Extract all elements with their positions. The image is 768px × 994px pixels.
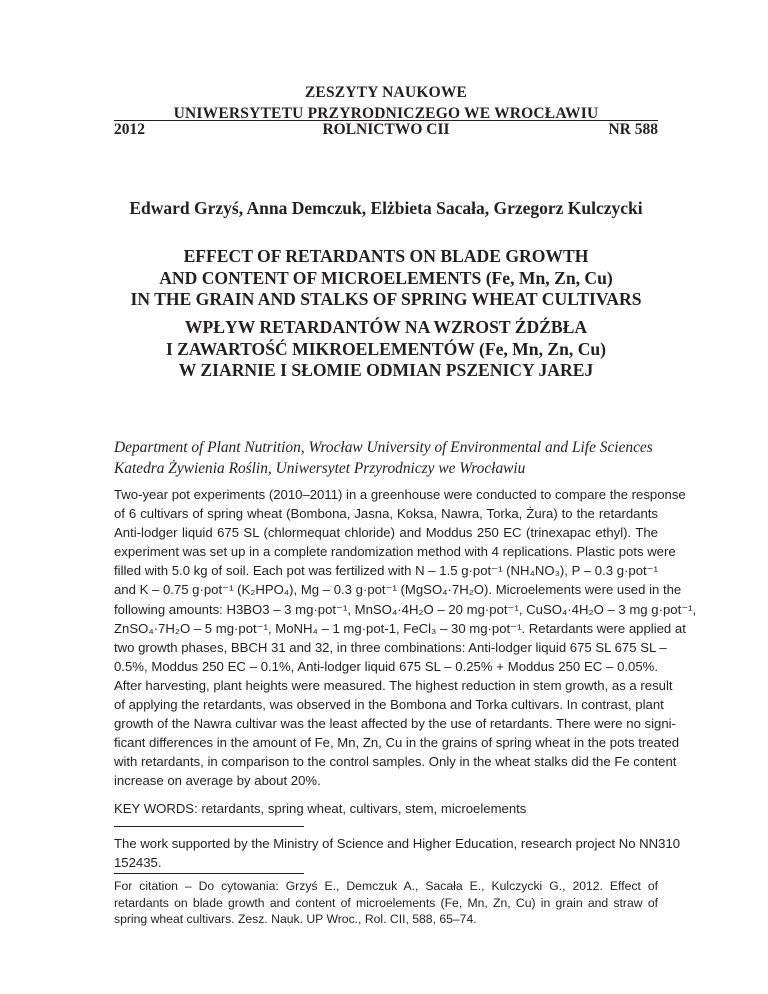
title-pl-line: W ZIARNIE I SŁOMIE ODMIAN PSZENICY JAREJ bbox=[178, 360, 594, 380]
abstract-line: ficant differences in the amount of Fe, Mn, Zn, Cu in the grains of spring wheat in the pots treated bbox=[114, 735, 680, 751]
citation-rule bbox=[114, 873, 304, 874]
abstract-line: Two-year pot experiments (2010–2011) in a greenhouse were conducted to compare the response bbox=[114, 487, 686, 502]
abstract-line: of 6 cultivars of spring wheat (Bombona, Jasna, Koksa, Nawra, Torka, Żura) to the retardants bbox=[114, 506, 658, 522]
keywords: KEY WORDS: retardants, spring wheat, cultivars, stem, microelements bbox=[114, 801, 527, 816]
affiliation bbox=[114, 437, 658, 479]
citation-line: spring wheat cultivars. Zesz. Nauk. UP Wroc., Rol. CII, 588, 65–74. bbox=[114, 912, 477, 926]
funding-note bbox=[114, 835, 681, 872]
issue-number: NR 588 bbox=[608, 121, 658, 138]
issue-meta-row bbox=[114, 121, 658, 143]
title-en-line: IN THE GRAIN AND STALKS OF SPRING WHEAT CULTIVARS bbox=[130, 289, 642, 309]
abstract-line: following amounts: H3BO3 – 3 mg·pot⁻¹, MnSO₄·4H₂O – 20 mg·pot⁻¹, CuSO₄·4H₂O – 3 mg g·pot⁻¹, bbox=[114, 601, 697, 617]
authors: Edward Grzyś, Anna Demczuk, Elżbieta Sacała, Grzegorz Kulczycki bbox=[129, 198, 643, 218]
title-en-line: EFFECT OF RETARDANTS ON BLADE GROWTH bbox=[183, 246, 589, 266]
abstract-line: ZnSO₄·7H₂O – 5 mg·pot⁻¹, MoNH₄ – 1 mg·pot-1, FeCl₃ – 30 mg·pot⁻¹. Retardants were applied at bbox=[114, 620, 686, 636]
title-polish bbox=[100, 317, 672, 382]
citation-note bbox=[114, 878, 658, 928]
abstract-line: After harvesting, plant heights were measured. The highest reduction in stem growth, as a result bbox=[114, 677, 673, 693]
title-pl-line: I ZAWARTOŚĆ MIKROELEMENTÓW (Fe, Mn, Zn, Cu) bbox=[165, 338, 607, 359]
abstract-line: with retardants, in comparison to the control samples. Only in the wheat stalks did the Fe content bbox=[114, 754, 677, 770]
title-pl-line: WPŁYW RETARDANTÓW NA WZROST ŹDŹBŁA bbox=[184, 317, 588, 337]
affiliation-polish: Katedra Żywienia Roślin, Uniwersytet Przyrodniczy we Wrocławiu bbox=[114, 460, 526, 477]
journal-name-line2: UNIWERSYTETU PRZYRODNICZEGO WE WROCŁAWIU bbox=[173, 105, 599, 122]
abstract-line: increase on average by about 20%. bbox=[114, 773, 321, 789]
abstract bbox=[114, 485, 697, 791]
citation-line: For citation – Do cytowania: Grzyś E., Demczuk A., Sacała E., Kulczycki G., 2012. Effect of bbox=[114, 879, 658, 893]
footnote-rule bbox=[114, 826, 304, 827]
funding-line: 152435. bbox=[114, 854, 162, 870]
abstract-line: of applying the retardants, was observed in the Bombona and Torka cultivars. In contrast, plant bbox=[114, 697, 664, 713]
title-en-line: AND CONTENT OF MICROELEMENTS (Fe, Mn, Zn, Cu) bbox=[159, 267, 613, 288]
abstract-line: filled with 5.0 kg of soil. Each pot was fertilized with N – 1.5 g·pot⁻¹ (NH₄NO₃), P – 0.3 g·pot⁻¹ bbox=[114, 563, 658, 579]
abstract-line: Anti-lodger liquid 675 SL (chlormequat chloride) and Moddus 250 EC (trinexapac ethyl). The bbox=[114, 525, 658, 541]
title-english bbox=[100, 246, 672, 311]
abstract-line: growth of the Nawra cultivar was the least affected by the use of retardants. There were no signi- bbox=[114, 716, 676, 732]
abstract-line: two growth phases, BBCH 31 and 32, in three combinations: Anti-lodger liquid 675 SL 675 SL – bbox=[114, 639, 667, 655]
affiliation-english: Department of Plant Nutrition, Wrocław University of Environmental and Life Sciences bbox=[114, 439, 653, 456]
abstract-line: experiment was set up in a complete randomization method with 4 replications. Plastic pots were bbox=[114, 544, 676, 560]
abstract-line: and K – 0.75 g·pot⁻¹ (K₂HPO₄), Mg – 0.3 g·pot⁻¹ (MgSO₄·7H₂O). Microelements were used in the bbox=[114, 582, 682, 598]
abstract-line: 0.5%, Moddus 250 EC – 0.1%, Anti-lodger liquid 675 SL – 0.25% + Moddus 250 EC – 0.05%. bbox=[114, 658, 658, 674]
citation-line: retardants on blade growth and content of microelements (Fe, Mn, Zn, Cu) in grain and straw of bbox=[114, 895, 658, 910]
funding-line: The work supported by the Ministry of Science and Higher Education, research project No NN310 bbox=[114, 836, 681, 851]
issue-series: ROLNICTWO CII bbox=[322, 121, 450, 138]
journal-header bbox=[114, 82, 658, 124]
journal-name-line1: ZESZYTY NAUKOWE bbox=[304, 84, 468, 101]
issue-year: 2012 bbox=[114, 121, 145, 138]
